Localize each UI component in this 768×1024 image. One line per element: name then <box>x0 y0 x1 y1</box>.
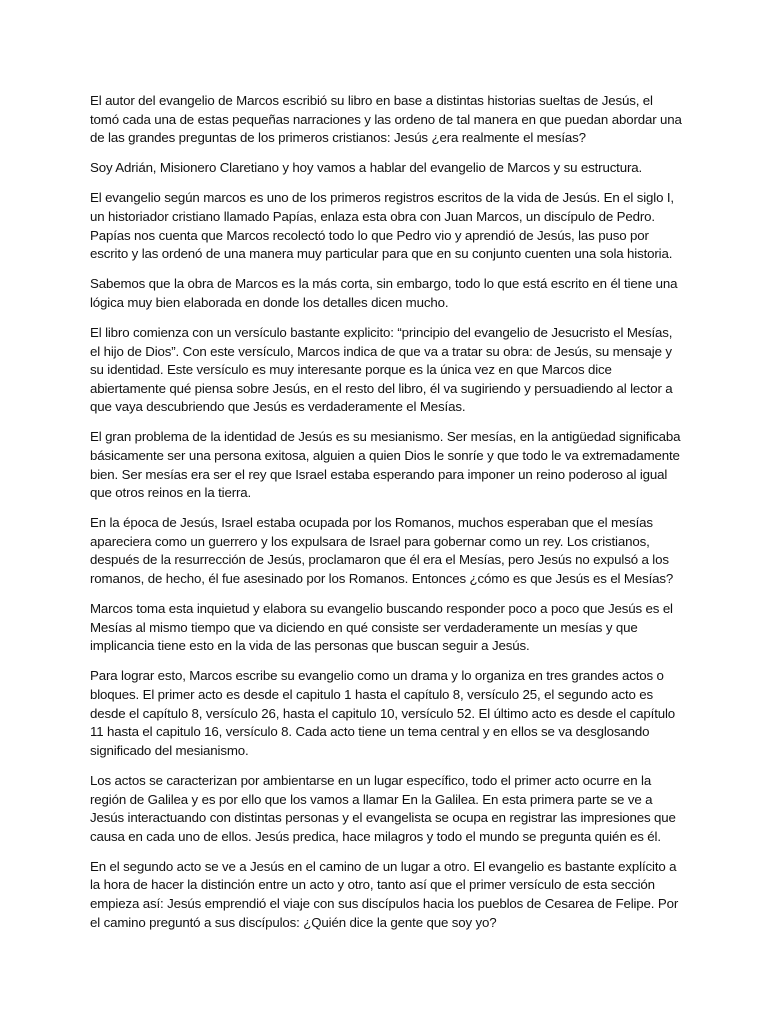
paragraph-opening-verse: El libro comienza con un versículo bastante explicito: “principio del evangelio de Jesucristo el Mesías, el hijo de Dios”. Con este versículo, Marcos indica de que va a tratar su obra: de Jesús, su mensaje y su identidad. Este versículo es muy interesante porque es la única vez en que Marcos dice abiertamente qué piensa sobre Jesús, en el resto del libro, él va sugiriendo y persuadiendo al lector a que vaya descubriendo que Jesús es verdaderamente el Mesías. <box>90 324 673 415</box>
paragraph-presenter: Soy Adrián, Misionero Claretiano y hoy vamos a hablar del evangelio de Marcos y su estructura. <box>90 160 643 176</box>
paragraph-intro: El autor del evangelio de Marcos escribió su libro en base a distintas historias sueltas de Jesús, el tomó cada una de estas pequeñas narraciones y las ordeno de tal manera en que puedan abordar una de las grandes preguntas de los primeros cristianos: Jesús ¿era realmente el mesías? <box>90 93 682 146</box>
paragraph-marcos-response: Marcos toma esta inquietud y elabora su evangelio buscando responder poco a poco que Jesús es el Mesías al mismo tiempo que va diciendo en qué consiste ser verdaderamente un mesías y que implicancia tiene esto en la vida de las personas que buscan seguir a Jesús. <box>90 601 673 654</box>
paragraph-messianism: El gran problema de la identidad de Jesús es su mesianismo. Ser mesías, en la antigüedad significaba básicamente ser una persona exitosa, alguien a quien Dios le sonríe y que todo le va extremadamente bien. Ser mesías era ser el rey que Israel estaba esperando para imponer un reino poderoso al igual que otros reinos en la tierra. <box>90 429 681 501</box>
paragraph-origin: El evangelio según marcos es uno de los primeros registros escritos de la vida de Jesús. En el siglo I, un historiador cristiano llamado Papías, enlaza esta obra con Juan Marcos, un discípulo de Pedro. Papías nos cuenta que Marcos recolectó todo lo que Pedro vio y aprendió de Jesús, las puso por escrito y las ordenó de una manera muy particular para que en su conjunto cuenten una sola historia. <box>90 190 674 262</box>
paragraph-shortest-work: Sabemos que la obra de Marcos es la más corta, sin embargo, todo lo que está escrito en él tiene una lógica muy bien elaborada en donde los detalles dicen mucho. <box>90 276 678 310</box>
paragraph-galilee: Los actos se caracterizan por ambientarse en un lugar específico, todo el primer acto ocurre en la región de Galilea y es por ello que los vamos a llamar En la Galilea. En esta primera parte se ve a Jesús interactuando con distintas personas y el evangelista se ocupa en registrar las impresiones que causa en cada uno de ellos. Jesús predica, hace milagros y todo el mundo se pregunta quién es él. <box>90 772 676 844</box>
paragraph-second-act: En el segundo acto se ve a Jesús en el camino de un lugar a otro. El evangelio es bastante explícito a la hora de hacer la distinción entre un acto y otro, tanto así que el primer versículo de esta sección empieza así: Jesús emprendió el viaje con sus discípulos hacia los pueblos de Cesarea de Felipe. Por el camino preguntó a sus discípulos: ¿Quién dice la gente que soy yo? <box>90 858 679 930</box>
paragraph-roman-occupation: En la época de Jesús, Israel estaba ocupada por los Romanos, muchos esperaban que el mesías apareciera como un guerrero y los expulsara de Israel para gobernar como un rey. Los cristianos, después de la resurrección de Jesús, proclamaron que él era el Mesías, pero Jesús no expulsó a los romanos, de hecho, él fue asesinado por los Romanos. Entonces ¿cómo es que Jesús es el Mesías? <box>90 515 674 587</box>
paragraph-three-acts: Para lograr esto, Marcos escribe su evangelio como un drama y lo organiza en tres grandes actos o bloques. El primer acto es desde el capitulo 1 hasta el capítulo 8, versículo 25, el segundo acto es desde el capítulo 8, versículo 26, hasta el capitulo 10, versículo 52. El último acto es desde el capítulo 11 hasta el capitulo 16, versículo 8. Cada acto tiene un tema central y en ellos se va desglosando significado del mesianismo. <box>90 668 676 758</box>
